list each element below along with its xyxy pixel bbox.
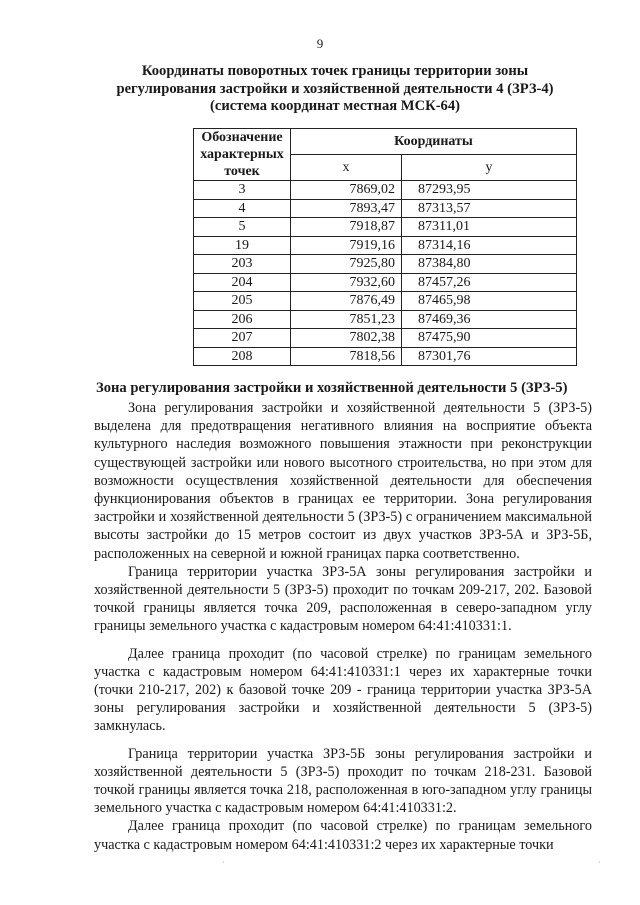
- heading-line-3: (система координат местная МСК-64): [209, 98, 461, 114]
- cell-y: 87301,76: [402, 347, 577, 366]
- cell-point: 207: [194, 329, 291, 348]
- page-number: 9: [316, 36, 324, 51]
- paragraph-3: Далее граница проходит (по часовой стрелке) по границам земельного участка с кадастровым номером 64:41:410331:1 через их характерные точки (точки 210-217, 202) к базовой точке 209 - граница территории участка ЗРЗ-5А зоны регулирования застройки и хозяйственной деятельности 5 (ЗРЗ-5) замкнулась.: [94, 645, 592, 735]
- cell-point: 204: [194, 273, 291, 292]
- table-row: [194, 292, 577, 311]
- cell-point: 3: [194, 181, 291, 200]
- cell-y: 87314,16: [402, 236, 577, 255]
- coordinates-table: [193, 128, 577, 366]
- cell-x: 7919,16: [291, 236, 402, 255]
- cell-x: 7802,38: [291, 329, 402, 348]
- header-coords: Координаты: [291, 129, 577, 155]
- table-header-row: [194, 129, 577, 155]
- scan-artifact: ·: [598, 858, 601, 867]
- cell-x: 7893,47: [291, 199, 402, 218]
- cell-y: 87465,98: [402, 292, 577, 311]
- heading-line-2: регулирования застройки и хозяйственной деятельности 4 (ЗРЗ-4): [116, 80, 554, 97]
- table-row: [194, 273, 577, 292]
- header-y: y: [402, 155, 577, 181]
- cell-x: 7876,49: [291, 292, 402, 311]
- cell-x: 7932,60: [291, 273, 402, 292]
- table-row: [194, 236, 577, 255]
- table-row: [194, 329, 577, 348]
- table-row: [194, 347, 577, 366]
- cell-point: 208: [194, 347, 291, 366]
- cell-point: 4: [194, 199, 291, 218]
- cell-point: 203: [194, 255, 291, 274]
- section-title: Зона регулирования застройки и хозяйственной деятельности 5 (ЗРЗ-5): [96, 380, 568, 396]
- paragraph-4: Граница территории участка ЗРЗ-5Б зоны регулирования застройки и хозяйственной деятельности 5 (ЗРЗ-5) проходит по точкам 218-231. Базовой точкой границы является точка 218, расположенная в юго-западном углу границы земельного участка с кадастровым номером 64:41:410331:2.: [94, 745, 592, 817]
- cell-point: 206: [194, 310, 291, 329]
- paragraph-1: Зона регулирования застройки и хозяйственной деятельности 5 (ЗРЗ-5) выделена для предотвращения негативного влияния на восприятие объекта культурного наследия возможного повышения этажности при реконструкции существующей застройки или нового высотного строительства, но при этом для возможности осуществления хозяйственной деятельности для обеспечения функционирования объектов в границах ее территории. Зона регулирования застройки и хозяйственной деятельности 5 (ЗРЗ-5) с ограничением максимальной высоты застройки до 15 метров состоит из двух участков ЗРЗ-5А и ЗРЗ-5Б, расположенных на северной и южной границах парка соответственно.: [94, 400, 592, 562]
- header-point: Обозначение характерных точек: [194, 129, 291, 181]
- paragraph-2: Граница территории участка ЗРЗ-5А зоны регулирования застройки и хозяйственной деятельности 5 (ЗРЗ-5) проходит по точкам 209-217, 202. Базовой точкой границы является точка 209, расположенная в северо-западном углу границы земельного участка с кадастровым номером 64:41:410331:1.: [94, 563, 592, 635]
- cell-y: 87311,01: [402, 218, 577, 237]
- table-body: [194, 181, 577, 366]
- header-x: x: [291, 155, 402, 181]
- heading-line-1: Координаты поворотных точек границы территории зоны: [141, 63, 529, 79]
- cell-point: 205: [194, 292, 291, 311]
- body-text: [94, 399, 592, 854]
- cell-y: 87313,57: [402, 199, 577, 218]
- cell-x: 7818,56: [291, 347, 402, 366]
- paragraph-5: Далее граница проходит (по часовой стрелке) по границам земельного участка с кадастровым номером 64:41:410331:2 через их характерные точки: [94, 818, 592, 853]
- cell-y: 87475,90: [402, 329, 577, 348]
- cell-x: 7851,23: [291, 310, 402, 329]
- table-row: [194, 181, 577, 200]
- cell-x: 7918,87: [291, 218, 402, 237]
- cell-x: 7925,80: [291, 255, 402, 274]
- table-row: [194, 218, 577, 237]
- scan-artifact: ·: [222, 858, 225, 867]
- cell-y: 87293,95: [402, 181, 577, 200]
- table-row: [194, 255, 577, 274]
- cell-point: 5: [194, 218, 291, 237]
- cell-y: 87469,36: [402, 310, 577, 329]
- cell-y: 87384,80: [402, 255, 577, 274]
- table-heading: [92, 63, 578, 116]
- cell-y: 87457,26: [402, 273, 577, 292]
- table-row: [194, 199, 577, 218]
- table-row: [194, 310, 577, 329]
- cell-point: 19: [194, 236, 291, 255]
- cell-x: 7869,02: [291, 181, 402, 200]
